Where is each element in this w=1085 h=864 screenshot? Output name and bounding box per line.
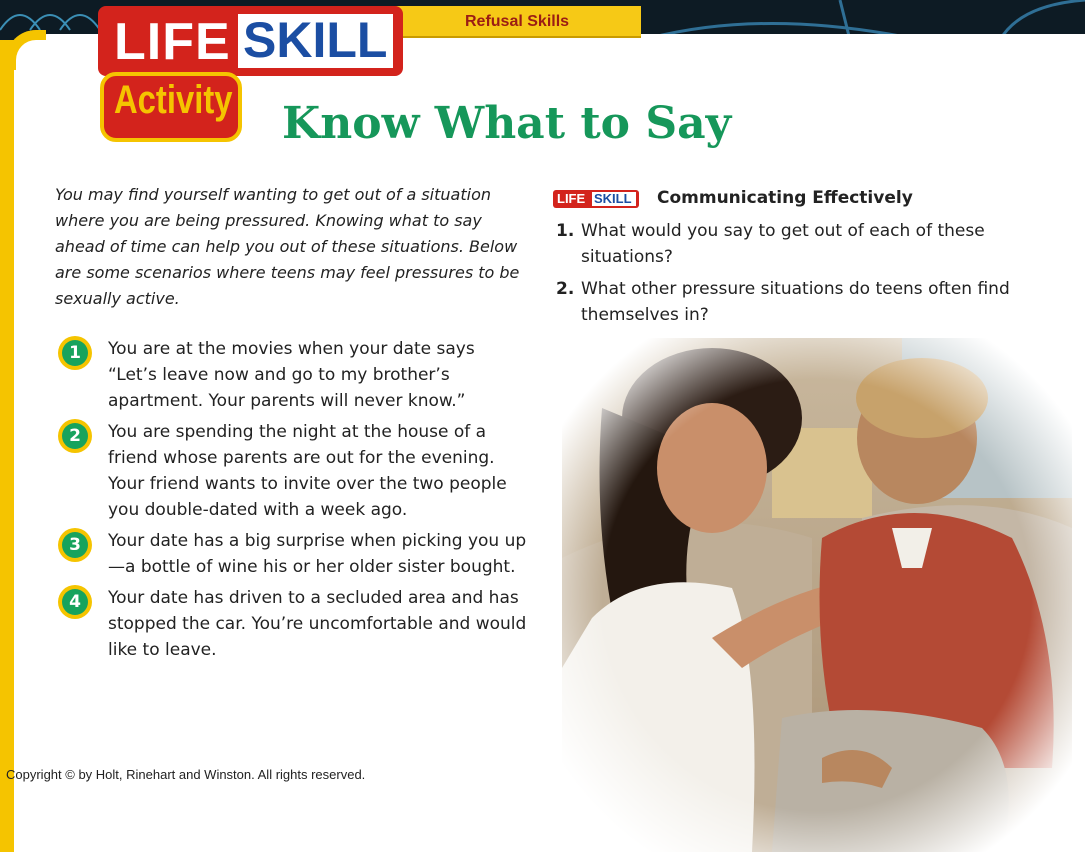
scenario-number: 3 <box>62 532 88 558</box>
number-badge-icon <box>58 585 92 619</box>
number-badge-icon <box>58 336 92 370</box>
question-text: What other pressure situations do teens often find themselves in? <box>581 279 1010 325</box>
scenario-item <box>58 585 528 663</box>
scenario-item <box>58 528 528 580</box>
logo-skill-text: SKILL <box>243 12 388 68</box>
question-list <box>556 218 1026 334</box>
question-item <box>556 276 1026 328</box>
scenario-number: 1 <box>62 340 88 366</box>
question-text: What would you say to get out of each of these situations? <box>581 221 985 267</box>
scenario-item <box>58 336 528 414</box>
teens-conversation-photo <box>562 338 1072 852</box>
questions-heading-text: Communicating Effectively <box>657 188 913 208</box>
scenario-text: Your date has a big surprise when picking you up—a bottle of wine his or her older sister bought. <box>108 531 527 577</box>
question-item <box>556 218 1026 270</box>
mini-life-skill-logo <box>553 190 639 208</box>
logo-life-text: LIFE <box>114 13 231 71</box>
page-title: Know What to Say <box>282 98 732 149</box>
questions-heading <box>553 188 1033 212</box>
section-tab-label: Refusal Skills <box>465 13 570 30</box>
logo-activity-text: Activity <box>114 78 233 122</box>
number-badge-icon <box>58 528 92 562</box>
scenario-text: Your date has driven to a secluded area and has stopped the car. You’re uncomfortable and would like to leave. <box>108 588 527 660</box>
logo-skill-box <box>238 14 393 68</box>
scenario-text: You are spending the night at the house of a friend whose parents are out for the evening. Your friend wants to invite over the two people you double-dated with a week ago. <box>108 422 507 520</box>
mini-logo-life-text: LIFE <box>557 191 586 206</box>
question-number: 2. <box>556 279 575 299</box>
scenario-text: You are at the movies when your date says “Let’s leave now and go to my brother’s apartment. Your parents will never know.” <box>108 339 475 411</box>
scenario-number: 2 <box>62 423 88 449</box>
scenario-number: 4 <box>62 589 88 615</box>
question-number: 1. <box>556 221 575 241</box>
logo-top-band <box>98 6 403 76</box>
intro-paragraph: You may find yourself wanting to get out of a situation where you are being pressured. Knowing what to say ahead of time can help you out of these situations. Below are some scenarios where teens may feel pressures to be sexually active. <box>55 185 520 308</box>
mini-logo-skill-box <box>592 192 636 206</box>
mini-logo-skill-text: SKILL <box>594 191 632 206</box>
scenario-item <box>58 419 528 523</box>
section-tab <box>395 6 641 38</box>
scenario-list <box>58 336 528 668</box>
logo-activity-badge <box>100 72 242 142</box>
copyright-notice: Copyright © by Holt, Rinehart and Winston. All rights reserved. <box>6 767 366 782</box>
number-badge-icon <box>58 419 92 453</box>
